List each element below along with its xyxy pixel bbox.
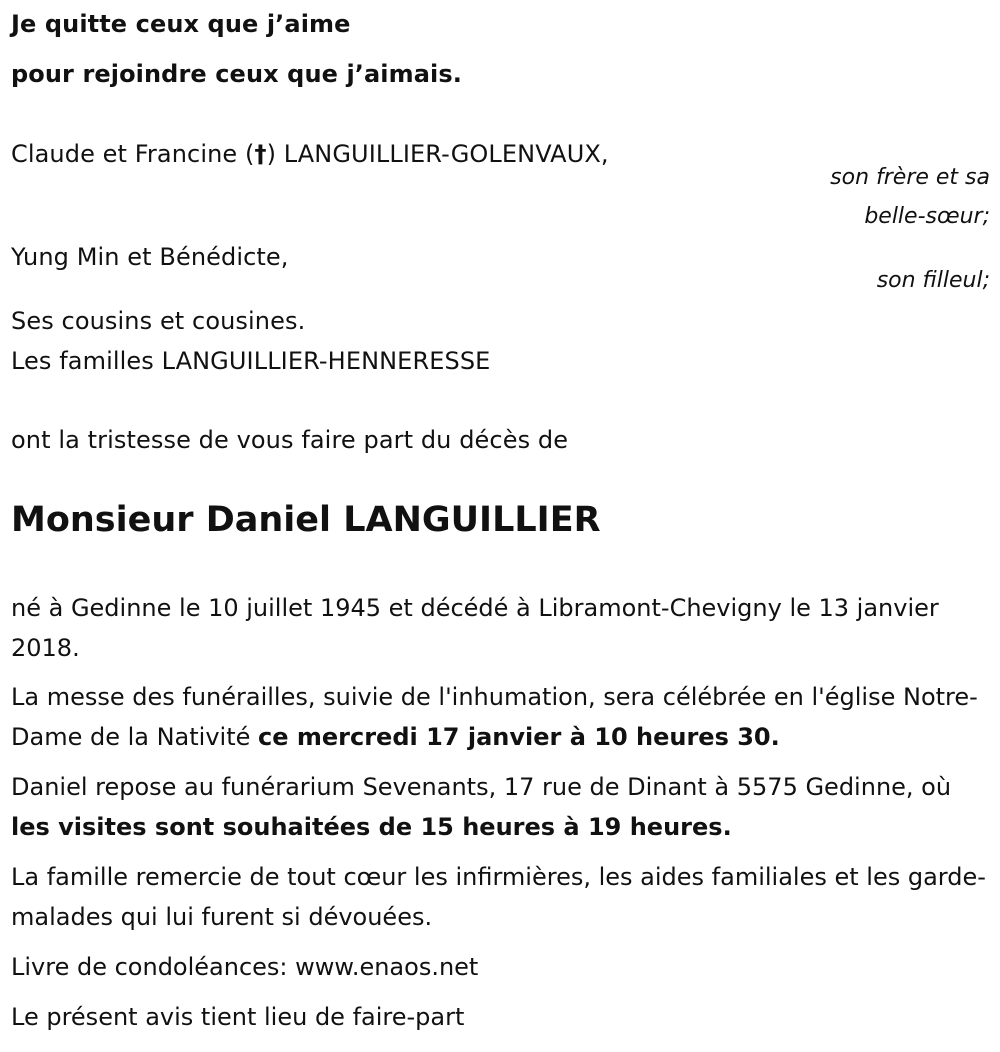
thanks-paragraph: La famille remercie de tout cœur les infirmières, les aides familiales et les garde-malades qui lui furent si dévouées. (11, 863, 986, 931)
family-claude-pre: Claude et Francine ( (11, 140, 255, 168)
announcement-text: ont la tristesse de vous faire part du décès de (11, 426, 569, 454)
family-claude-post: ) LANGUILLIER-GOLENVAUX, (266, 140, 609, 168)
epigraph-line-2: pour rejoindre ceux que j’aimais. (11, 60, 462, 88)
family-cousins: Ses cousins et cousines. (11, 307, 306, 335)
claude-relation-line-1: son frère et sa (830, 165, 990, 190)
funeral-text: La messe des funérailles, suivie de l'inhumation, sera célébrée en l'église Notre-Dame de la Nativité (11, 683, 978, 751)
funerarium-text: Daniel repose au funérarium Sevenants, 17 rue de Dinant à 5575 Gedinne, où (11, 773, 952, 801)
funeral-time: ce mercredi 17 janvier à 10 heures 30. (258, 723, 780, 751)
birth-death-paragraph: né à Gedinne le 10 juillet 1945 et décédé à Libramont-Chevigny le 13 janvier 2018. (11, 594, 939, 662)
funeral-paragraph (11, 677, 996, 757)
deceased-name: Monsieur Daniel LANGUILLIER (11, 500, 601, 540)
family-families: Les familles LANGUILLIER-HENNERESSE (11, 347, 491, 375)
yung-relation: son filleul; (876, 268, 990, 293)
funerarium-paragraph (11, 767, 996, 847)
family-claude (11, 140, 609, 168)
claude-relation-line-2: belle-sœur; (864, 204, 990, 229)
visit-hours: les visites sont souhaitées de 15 heures à 19 heures. (11, 813, 732, 841)
cross-icon: † (254, 140, 267, 168)
family-yung: Yung Min et Bénédicte, (11, 243, 289, 271)
epigraph-line-1: Je quitte ceux que j’aime (11, 10, 351, 38)
notice-line: Le présent avis tient lieu de faire-part (11, 1003, 465, 1031)
condolences-line: Livre de condoléances: www.enaos.net (11, 953, 479, 981)
